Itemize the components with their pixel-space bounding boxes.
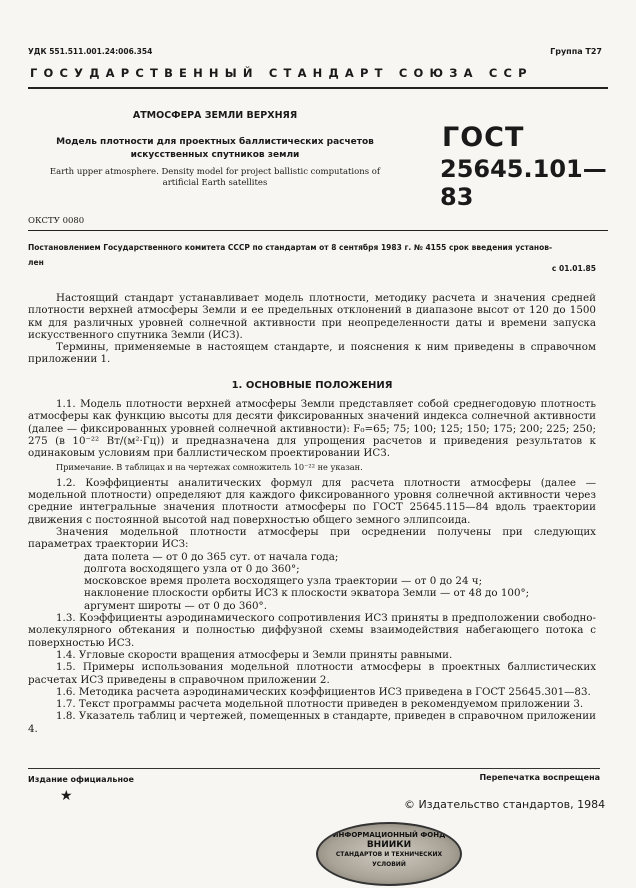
library-stamp: [316, 822, 462, 886]
gost-number: 25645.101—83: [440, 155, 607, 211]
param-item: аргумент широты — от 0 до 360°.: [84, 599, 267, 612]
star-icon: ★: [60, 788, 73, 804]
intro-paragraph-2: Термины, применяемые в настоящем стандарте, и пояснения к ним приведены в справочном приложении 1.: [28, 341, 596, 366]
official-edition: Издание официальное: [28, 775, 134, 784]
document-title: АТМОСФЕРА ЗЕМЛИ ВЕРХНЯЯ: [132, 110, 298, 121]
param-item: долгота восходящего узла от 0 до 360°;: [84, 562, 300, 575]
subtitle-line-1: Модель плотности для проектных баллистических расчетов: [56, 137, 374, 147]
clause-1-8: 1.8. Указатель таблиц и чертежей, помещенных в стандарте, приведен в справочном приложении 4.: [28, 710, 596, 735]
clause-1-7: 1.7. Текст программы расчета модельной плотности приведен в рекомендуемом приложении 3.: [56, 698, 584, 711]
clause-1-5: 1.5. Примеры использования модельной плотности атмосферы в проектных баллистических расчетах ИСЗ приведены в справочном приложении 2.: [28, 661, 596, 686]
section-heading: 1. ОСНОВНЫЕ ПОЛОЖЕНИЯ: [231, 380, 393, 391]
section-body: [28, 398, 596, 735]
gost-label: ГОСТ: [442, 122, 525, 153]
clause-1-1: 1.1. Модель плотности верхней атмосферы Земли представляет собой среднегодовую плотность атмосферы как функцию высоты для десяти фиксированных значений индекса солнечной активности (далее — фиксированных уровней солнечной активности): F₀=65; 75; 100; 125; 150; 175; 200; 225; 250; 275 (в 10⁻²² Вт/(м²·Гц)) и предназначена для упрощения расчетов и приведения результатов к одинаковым условиям при баллистическом проектировании ИСЗ.: [28, 398, 596, 460]
header-divider: [28, 87, 608, 89]
param-item: дата полета — от 0 до 365 сут. от начала года;: [84, 550, 339, 563]
clause-1-3: 1.3. Коэффициенты аэродинамического сопротивления ИСЗ приняты в предположении свободно-молекулярного обтекания и полностью диффузной схемы взаимодействия набегающего потока с поверхностью ИСЗ.: [28, 612, 596, 649]
copyright: © Издательство стандартов, 1984: [404, 798, 606, 811]
english-title: [30, 167, 400, 189]
decree-line-2: лен: [28, 258, 44, 267]
stamp-line-2: ВНИИКИ: [366, 840, 412, 850]
footer-divider: [28, 768, 600, 769]
decree-text: [28, 240, 600, 270]
state-standard-banner: ГОСУДАРСТВЕННЫЙ СТАНДАРТ СОЮЗА ССР: [30, 66, 533, 80]
values-intro: Значения модельной плотности атмосферы при осреднении получены при следующих параметрах траектории ИСЗ:: [28, 525, 596, 551]
param-item: московское время пролета восходящего узла траектории — от 0 до 24 ч;: [84, 575, 483, 588]
okstu-code: ОКСТУ 0080: [28, 216, 85, 226]
english-title-line-2: artificial Earth satellites: [162, 178, 268, 188]
stamp-line-1: ИНФОРМАЦИОННЫЙ ФОНД: [332, 831, 446, 839]
clause-1-4: 1.4. Угловые скорости вращения атмосферы и Земли приняты равными.: [56, 648, 453, 661]
document-subtitle: [30, 136, 400, 162]
intro-paragraph-1: Настоящий стандарт устанавливает модель плотности, методику расчета и значения средней плотности верхней атмосферы Земли и ее предельных отклонений в диапазоне высот от 120 до 1500 км для различных уровней солнечной активности при неопределенности даты и времени запуска искусственного спутника Земли (ИСЗ).: [28, 292, 596, 341]
stamp-text: [318, 830, 460, 870]
clause-note: Примечание. В таблицах и на чертежах сомножитель 10⁻²² не указан.: [56, 462, 363, 473]
effective-date: с 01.01.85: [551, 264, 596, 273]
stamp-line-3: СТАНДАРТОВ И ТЕХНИЧЕСКИХ УСЛОВИЙ: [335, 851, 443, 868]
decree-line-1: Постановлением Государственного комитета СССР по стандартам от 8 сентября 1983 г. № 4155 срок введения установ-: [28, 243, 553, 252]
param-item: наклонение плоскости орбиты ИСЗ к плоскости экватора Земли — от 48 до 100°;: [84, 587, 530, 600]
clause-1-6: 1.6. Методика расчета аэродинамических коэффициентов ИСЗ приведена в ГОСТ 25645.301—83.: [56, 685, 591, 698]
subtitle-line-2: искусственных спутников земли: [130, 150, 300, 160]
clause-1-2: 1.2. Коэффициенты аналитических формул для расчета плотности атмосферы (далее — модельной плотности) определяют для каждого фиксированного уровня солнечной активности через средние интегральные значения плотности атмосферы по ГОСТ 25645.115—84 вдоль траектории движения с постоянной высотой над поверхностью общего земного эллипсоида.: [28, 476, 596, 526]
okstu-divider: [28, 230, 608, 231]
group-code: Группа Т27: [550, 47, 602, 56]
english-title-line-1: Earth upper atmosphere. Density model for project ballistic computations of: [49, 167, 381, 177]
reprint-notice: Перепечатка воспрещена: [479, 773, 600, 782]
intro-block: [28, 292, 596, 366]
udc-code: УДК 551.511.001.24:006.354: [28, 47, 153, 56]
